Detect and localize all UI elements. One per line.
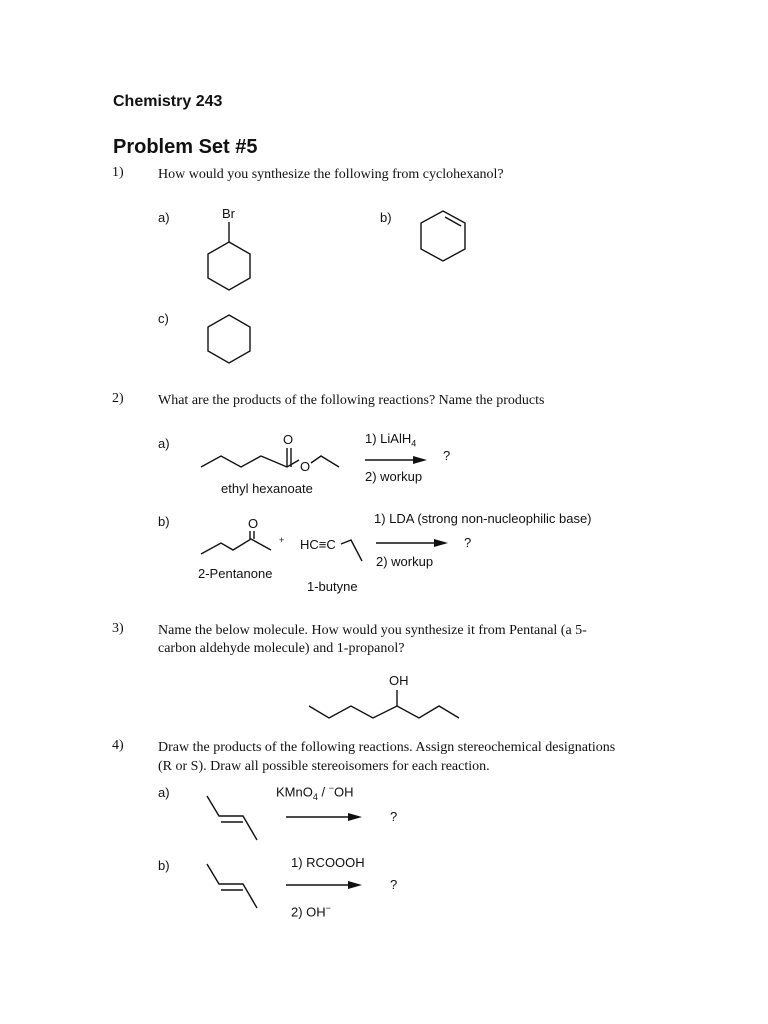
question-3-text-line-2: carbon aldehyde molecule) and 1-propanol? xyxy=(158,641,405,656)
question-1-number: 1) xyxy=(112,165,124,180)
question-2-number: 2) xyxy=(112,391,124,406)
question-2-text: What are the products of the following reactions? Name the products xyxy=(158,393,545,408)
q2-part-b-label: b) xyxy=(158,514,170,529)
q2b-reagent-step-2: 2) workup xyxy=(376,554,434,569)
q4-part-b-label: b) xyxy=(158,858,170,873)
q2a-carbonyl-oxygen: O xyxy=(283,432,294,447)
q2a-reagent-step-2: 2) workup xyxy=(365,469,423,484)
q2b-reactant-1-name: 2-Pentanone xyxy=(198,566,273,581)
question-1-text: How would you synthesize the following from cyclohexanol? xyxy=(158,167,504,182)
q2b-plus-sign: + xyxy=(279,535,285,545)
course-title: Chemistry 243 xyxy=(113,93,223,110)
q2b-product: ? xyxy=(464,535,472,550)
q4b-reagent-step-2: 2) OH− xyxy=(291,903,331,920)
q2a-reactant-name: ethyl hexanoate xyxy=(221,481,313,496)
q4-part-a-label: a) xyxy=(158,785,170,800)
question-3-number: 3) xyxy=(112,621,124,636)
q4a-reagent: KMnO$_4$ / −OH xyxy=(276,783,354,802)
question-4-text-line-1: Draw the products of the following reactions. Assign stereochemical designations xyxy=(158,740,616,755)
question-4-text-line-2: (R or S). Draw all possible stereoisomers for each reaction. xyxy=(158,759,490,774)
q4a-product: ? xyxy=(390,809,398,824)
question-3-text-line-1: Name the below molecule. How would you synthesize it from Pentanal (a 5- xyxy=(158,623,587,638)
q2a-ester-oxygen: O xyxy=(300,459,311,474)
q3-hydroxyl-group: OH xyxy=(389,673,409,688)
question-4-number: 4) xyxy=(112,738,124,753)
q2b-carbonyl-oxygen: O xyxy=(248,516,259,531)
problem-set-title: Problem Set #5 xyxy=(113,136,258,158)
q1-part-a-label: a) xyxy=(158,210,170,225)
q2a-reagent-step-1: 1) LiAlH$_4$ xyxy=(365,431,417,449)
q2b-alkyne-formula: HC≡C xyxy=(300,537,336,552)
q4b-product: ? xyxy=(390,877,398,892)
q2-part-a-label: a) xyxy=(158,436,170,451)
q1a-bromine-atom: Br xyxy=(222,206,235,221)
q4b-reagent-step-1: 1) RCOOOH xyxy=(291,855,365,870)
q2a-product: ? xyxy=(443,448,451,463)
q1-part-b-label: b) xyxy=(380,210,392,225)
q2b-reagent-step-1: 1) LDA (strong non-nucleophilic base) xyxy=(374,511,592,526)
q1-part-c-label: c) xyxy=(158,311,169,326)
q2b-reactant-2-name: 1-butyne xyxy=(307,579,358,594)
